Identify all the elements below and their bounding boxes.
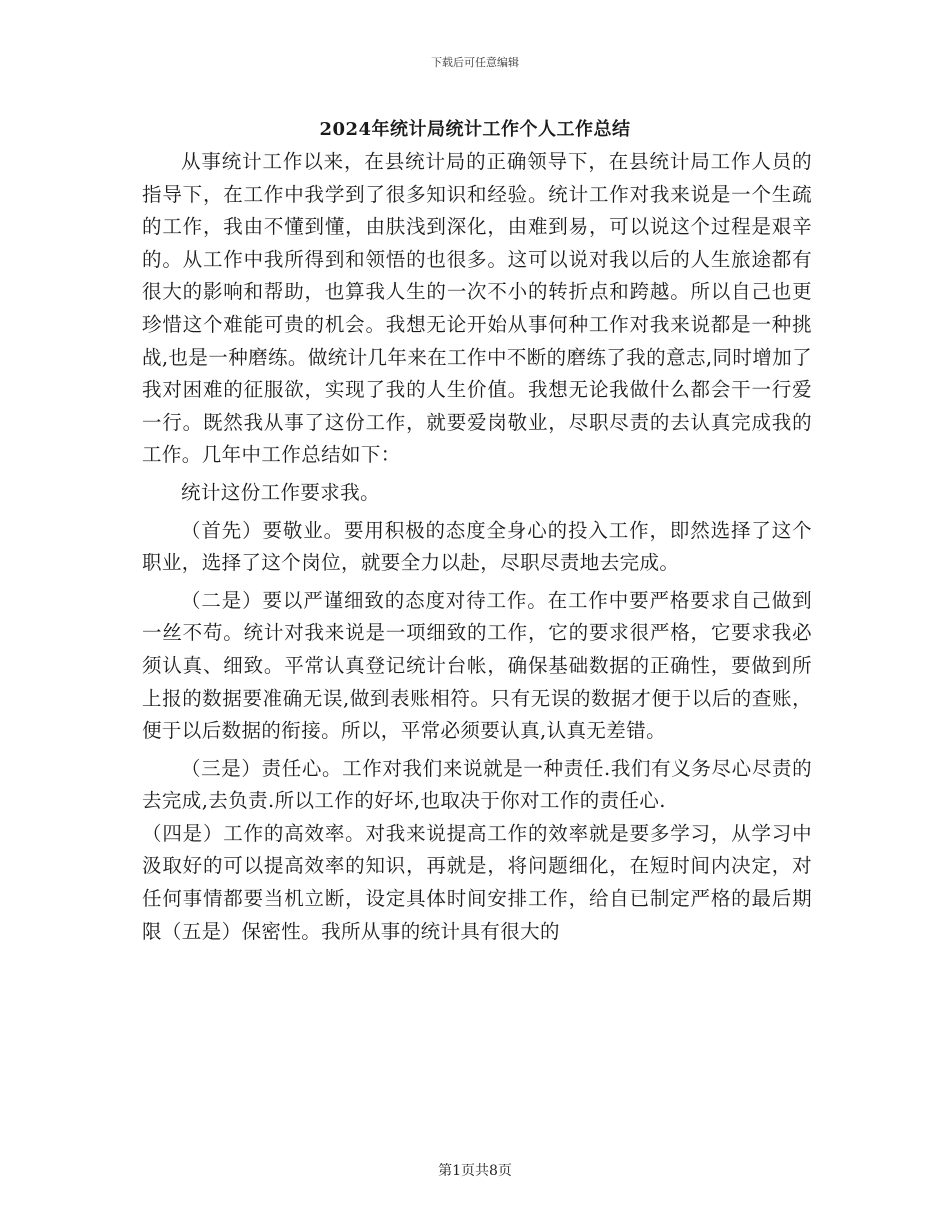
paragraph-requirements: 统计这份工作要求我。: [181, 480, 381, 504]
header-note: 下载后可任意编辑: [431, 56, 519, 69]
paragraph-second: （二是）要以严谨细致的态度对待工作。在工作中要严格要求自己做到一丝不苟。统计对我来说是一项细致的工作，它的要求很严格，它要求我必须认真、细致。平常认真登记统计台帐，确保基础数据的正确性，要做到所上报的数据要准确无误,做到表账相符。只有无误的数据才便于以后的查账，便于以后数据的衔接。所以，平常必须要认真,认真无差错。: [142, 588, 812, 743]
paragraph-third: （三是）责任心。工作对我们来说就是一种责任.我们有义务尽心尽责的去完成,去负责.所以工作的好坏,也取决于你对工作的责任心.: [142, 756, 812, 813]
paragraph-fourth: （四是）工作的高效率。对我来说提高工作的效率就是要多学习，从学习中汲取好的可以提高效率的知识，再就是，将问题细化，在短时间内决定，对任何事情都要当机立断，设定具体时间安排工作，给自已制定严格的最后期限（五是）保密性。我所从事的统计具有很大的: [142, 821, 812, 943]
page-number: 第1页共8页: [438, 1163, 512, 1179]
paragraph-first: （首先）要敬业。要用积极的态度全身心的投入工作，即然选择了这个职业，选择了这个岗位，就要全力以赴，尽职尽责地去完成。: [142, 518, 812, 575]
paragraph-intro: 从事统计工作以来，在县统计局的正确领导下，在县统计局工作人员的指导下，在工作中我学到了很多知识和经验。统计工作对我来说是一个生疏的工作，我由不懂到懂，由肤浅到深化，由难到易，可以说这个过程是艰辛的。从工作中我所得到和领悟的也很多。这可以说对我以后的人生旅途都有很大的影响和帮助，也算我人生的一次不小的转折点和跨越。所以自己也更珍惜这个难能可贵的机会。我想无论开始从事何种工作对我来说都是一种挑战,也是一种磨练。做统计几年来在工作中不断的磨练了我的意志,同时增加了我对困难的征服欲，实现了我的人生价值。我想无论我做什么都会干一行爱一行。既然我从事了这份工作，就要爱岗敬业，尽职尽责的去认真完成我的工作。几年中工作总结如下：: [142, 150, 812, 467]
document-body: [142, 146, 812, 948]
document-title: 2024年统计局统计工作个人工作总结: [319, 119, 631, 140]
